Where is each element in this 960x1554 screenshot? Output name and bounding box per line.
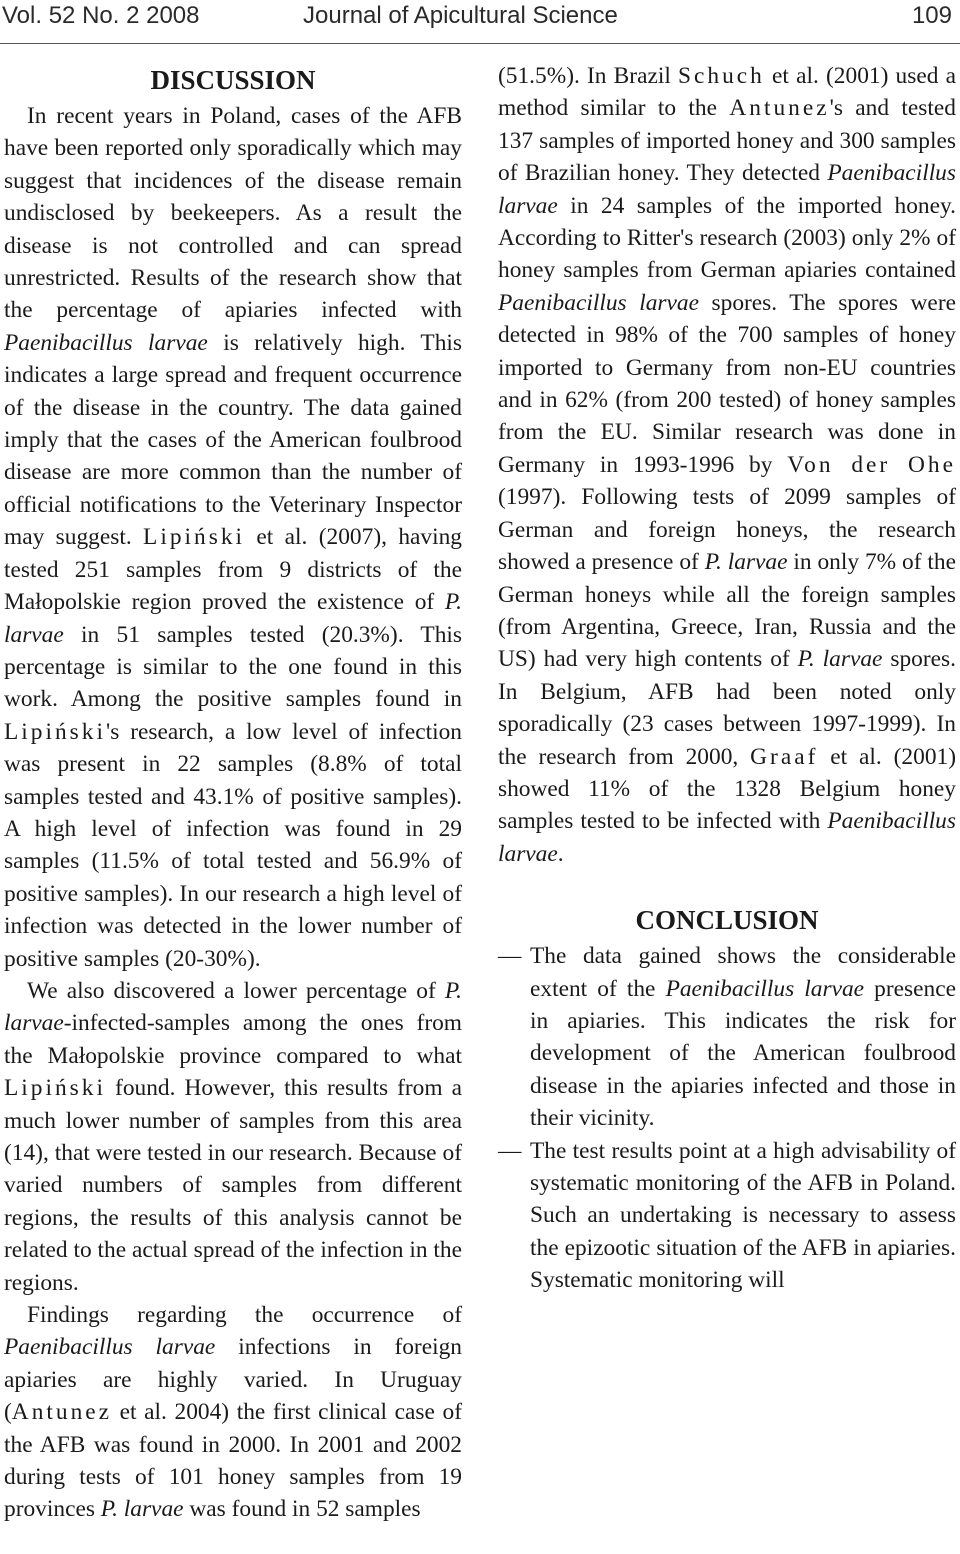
author-name: Lipiński (4, 718, 106, 745)
conclusion-heading: CONCLUSION (635, 905, 819, 936)
author-name: Lipiński (4, 1075, 106, 1102)
author-name: Schuch (678, 63, 765, 89)
running-header (0, 0, 960, 40)
conclusion-list (498, 940, 956, 1296)
discussion-heading: DISCUSSION (150, 65, 316, 95)
author-name: Lipiński (143, 524, 246, 551)
journal-title: Journal of Apicultural Science (303, 2, 618, 29)
author-name: Antunez (729, 95, 830, 122)
discussion-paragraph-3-continued: (51.5%). In Brazil Schuch et al. (2001) used a method similar to the Antunez's and tested 137 samples of imported honey and 300 samples of Brazilian honey. They detected Paenibacillus larvae in 24 samples of the imported honey. According to Ritter's research (2003) only 2% of honey samples from German apiaries contained Paenibacillus larvae spores. The spores were detected in 98% of the 700 samples of honey imported to Germany from non-EU countries and in 62% (from 200 tested) of honey samples from the EU. Similar research was done in Germany in 1993-1996 by Von der Ohe (1997). Following tests of 2099 samples of German and foreign honeys, the research showed a presence of P. larvae in only 7% of the German honeys while all the foreign samples (from Argentina, Greece, Iran, Russia and the US) had very high contents of P. larvae spores. In Belgium, AFB had been noted only sporadically (23 cases between 1997-1999). In the research from 2000, Graaf et al. (2001) showed 11% of the 1328 Belgium honey samples tested to be infected with Paenibacillus larvae. (498, 63, 957, 867)
author-name: Graaf (750, 743, 819, 770)
header-rule (0, 43, 960, 44)
volume-info: Vol. 52 No. 2 2008 (2, 2, 200, 29)
discussion-paragraph-1: In recent years in Poland, cases of the AFB have been reported only sporadically which may suggest that incidences of the disease remain undisclosed by beekeepers. As a result the disease is not controlled and can spread unrestricted. Results of the research show that the percentage of apiaries infected with Paenibacillus larvae is relatively high. This indicates a large spread and frequent occurrence of the disease in the country. The data gained imply that the cases of the American foulbrood disease are more common than the number of official notifications to the Veterinary Inspector may suggest. Lipiński et al. (2007), having tested 251 samples from 9 districts of the Małopolskie region proved the existence of P. larvae in 51 samples tested (20.3%). This percentage is similar to the one found in this work. Among the positive samples found in Lipiński's research, a low level of infection was present in 22 samples (8.8% of total samples tested and 43.1% of positive samples). A high level of infection was found in 29 samples (11.5% of total tested and 56.9% of positive samples). In our research a high level of infection was detected in the lower number of positive samples (20-30%). (4, 103, 462, 972)
right-column (498, 60, 956, 1297)
author-name: Von der Ohe (787, 451, 956, 478)
conclusion-item-1: — The data gained shows the considerable extent of the Paenibacillus larvae presence in apiaries. This indicates the risk for development of the American foulbrood disease in the apiaries infected and those in their vicinity. (498, 940, 956, 1134)
discussion-paragraph-2: We also discovered a lower percentage of P. larvae-infected-samples among the ones from the Małopolskie province compared to what Lipiński found. However, this results from a much lower number of samples from this area (14), that were tested in our research. Because of varied numbers of samples from different regions, the results of this analysis cannot be related to the actual spread of the infection in the regions. (4, 977, 462, 1296)
author-name: Antunez (11, 1399, 113, 1426)
left-column (4, 60, 462, 1526)
discussion-paragraph-3: Findings regarding the occurrence of Paenibacillus larvae infections in foreign apiaries are highly varied. In Uruguay (Antunez et al. 2004) the first clinical case of the AFB was found in 2000. In 2001 and 2002 during tests of 101 honey samples from 19 provinces P. larvae was found in 52 samples (4, 1302, 462, 1523)
page-number: 109 (911, 2, 952, 29)
conclusion-item-2: — The test results point at a high advisability of systematic monitoring of the AFB in Poland. Such an undertaking is necessary to assess the epizootic situation of the AFB in apiaries. Systematic monitoring will (498, 1135, 956, 1297)
